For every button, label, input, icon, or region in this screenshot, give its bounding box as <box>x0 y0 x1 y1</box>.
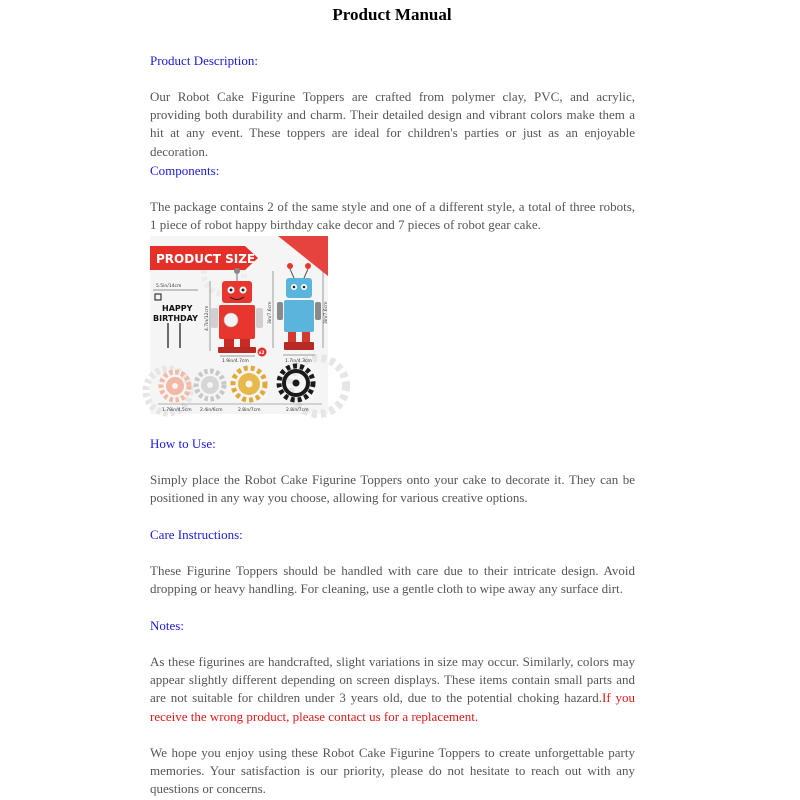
product-size-image <box>150 236 328 414</box>
heading-how-to-use: How to Use: <box>150 436 216 451</box>
red-robot-height-label: 4.7in/12cm <box>205 305 210 331</box>
gear-gold <box>233 368 265 400</box>
red-robot-qty-badge: x2 <box>258 351 265 356</box>
gear-silver <box>196 371 224 399</box>
heading-notes: Notes: <box>150 618 184 633</box>
heading-components: Components: <box>150 163 220 178</box>
topper-birthday-text: BIRTHDAY <box>153 314 198 323</box>
heading-care-instructions: Care Instructions: <box>150 527 243 542</box>
gear-black <box>279 366 313 400</box>
paragraph-closing: We hope you enjoy using these Robot Cake Figurine Toppers to create unforgettable party memories. Your satisfaction is our priority, please do not hesitate to reach out with any questions or concerns. <box>150 745 635 797</box>
blue-robot-height-label: 3in/7.6cm <box>268 301 273 324</box>
gear-3-size-label: 2.8in/7cm <box>238 408 261 413</box>
blue-robot-width-label: 1.7in/4.3cm <box>285 359 312 364</box>
paragraph-product-description: Our Robot Cake Figurine Toppers are crafted from polymer clay, PVC, and acrylic, providing both durability and charm. Their detailed design and vibrant colors make them a hit at any event. These toppers are ideal for children's parties or just as an enjoyable decoration. <box>150 89 635 159</box>
page-title: Product Manual <box>332 5 452 24</box>
topper-happy-text: HAPPY <box>162 304 193 313</box>
red-robot-figure <box>211 268 263 353</box>
heading-product-description: Product Description: <box>150 53 258 68</box>
notes-warning-text: If you receive the wrong product, please contact us for a replacement. <box>150 690 635 724</box>
blue-robot-figure <box>277 263 321 350</box>
banner-label: PRODUCT SIZE <box>156 252 256 266</box>
paragraph-notes <box>150 653 635 726</box>
gear-1-size-label: 1.78in/4.5cm <box>162 408 192 413</box>
paragraph-how-to-use: Simply place the Robot Cake Figurine Toppers onto your cake to decorate it. They can be positioned in any way you choose, allowing for various creative options. <box>150 472 635 506</box>
paragraph-components: The package contains 2 of the same style and one of a different style, a total of three robots, 1 piece of robot happy birthday cake decor and 7 pieces of robot gear cake. <box>150 199 635 233</box>
notes-text: As these figurines are handcrafted, slight variations in size may occur. Similarly, colors may appear slightly different depending on screen displays. These items contain small parts and are not suitable for children under 3 years old, due to the potential choking hazard. <box>150 654 635 706</box>
gear-2-size-label: 2.4in/6cm <box>200 408 223 413</box>
paragraph-care-instructions: These Figurine Toppers should be handled with care due to their intricate design. Avoid dropping or heavy handling. For cleaning, use a gentle cloth to wipe away any surface dirt. <box>150 563 635 597</box>
gear-4-size-label: 2.8in/7cm <box>286 408 309 413</box>
red-robot-width-label: 1.9in/4.7cm <box>222 359 249 364</box>
topper-width-label: 5.5in/14cm <box>156 284 182 289</box>
blue-robot-height-label-2: 3in/7.6cm <box>324 301 329 324</box>
